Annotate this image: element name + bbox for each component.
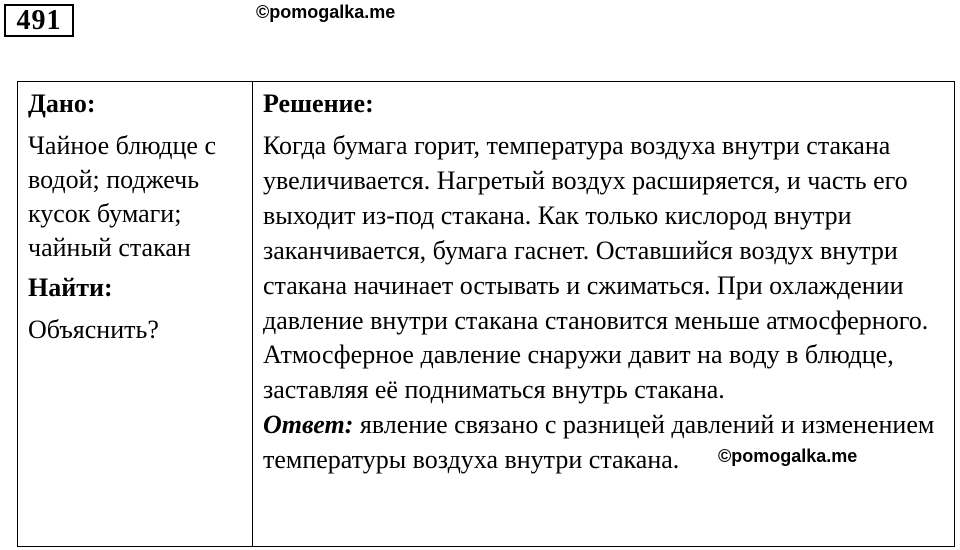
find-text: Объяснить? [28, 315, 159, 344]
watermark-middle: ©pomogalka.me [718, 446, 858, 466]
solution-text: Когда бумага горит, температура воздуха внутри стакана увеличивается. Нагретый воздух расширяется, и часть его выходит из-под стакана. Как только кислород внутри заканчивается, бумага гаснет. Оставшийся воздух внутри стакана начинает остывать и сжиматься. При охлаждении давление внутри стакана становится меньше атмосферного. Атмосферное давление снаружи давит на воду в блюдце, заставляя её подниматься внутрь стакана. [263, 131, 929, 405]
solution-heading: Решение: [263, 89, 374, 118]
solution-column [253, 82, 954, 546]
problem-number: 491 [4, 4, 74, 37]
find-heading: Найти: [28, 273, 113, 302]
answer-paragraph [263, 408, 946, 478]
given-heading: Дано: [28, 89, 96, 118]
given-column [18, 82, 253, 546]
given-text: Чайное блюдце с водой; поджечь кусок бумаги; чайный стакан [28, 131, 217, 262]
answer-label: Ответ: [263, 410, 354, 440]
task-table [17, 81, 955, 547]
watermark-top: ©pomogalka.me [256, 2, 396, 22]
answer-text: явление связано с разницей давлений и изменением температуры воздуха внутри стакана. [263, 410, 935, 475]
